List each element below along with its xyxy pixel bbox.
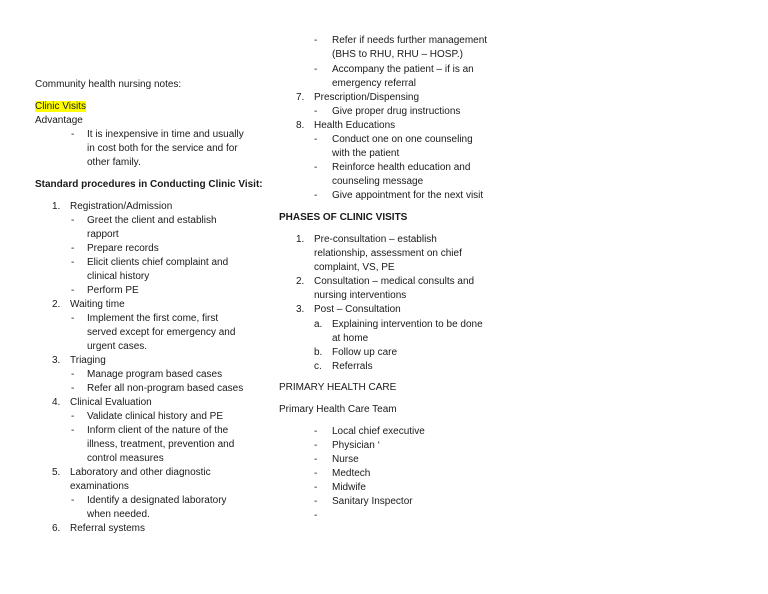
list-number: 2. — [296, 276, 305, 287]
phase-text: nursing interventions — [314, 290, 407, 301]
clinic-visits-highlight: Clinic Visits — [35, 101, 86, 112]
bullet-text: Perform PE — [87, 285, 139, 296]
advantage-line: It is inexpensive in time and usually — [87, 129, 244, 140]
phase-text: relationship, assessment on chief — [314, 248, 462, 259]
bullet-text: urgent cases. — [87, 341, 148, 352]
bullet-dash: - — [71, 383, 75, 394]
bullet-text: (BHS to RHU, RHU – HOSP.) — [332, 49, 463, 60]
bullet-dash: - — [71, 243, 75, 254]
bullet-text: with the patient — [332, 148, 400, 159]
bullet-dash: - — [71, 369, 75, 380]
bullet-dash: - — [71, 313, 75, 324]
bullet-text: Refer if needs further management — [332, 35, 488, 46]
list-number: 1. — [296, 234, 305, 245]
bullet-dash: - — [71, 285, 75, 296]
advantage-label: Advantage — [35, 115, 83, 126]
sub-text: Follow up care — [332, 347, 398, 358]
bullet-dash: - — [314, 134, 318, 145]
bullet-dash: - — [71, 257, 75, 268]
list-number: 7. — [296, 92, 305, 103]
sub-letter: a. — [314, 319, 323, 330]
list-number: 4. — [52, 397, 61, 408]
bullet-text: Validate clinical history and PE — [87, 411, 223, 422]
phase-text: Consultation – medical consults and — [314, 276, 475, 287]
team-member: Physician ‘ — [332, 440, 380, 451]
list-number: 3. — [52, 355, 61, 366]
bullet-dash: - — [71, 425, 75, 436]
bullet-text: Accompany the patient – if is an — [332, 64, 474, 75]
bullet-text: served except for emergency and — [87, 327, 236, 338]
bullet-dash: - — [71, 411, 75, 422]
bullet-text: control measures — [87, 453, 164, 464]
phase-text: complaint, VS, PE — [314, 262, 395, 273]
phases-heading: PHASES OF CLINIC VISITS — [279, 212, 408, 223]
sub-text: Explaining intervention to be done — [332, 319, 483, 330]
bullet-text: clinical history — [87, 271, 150, 282]
bullet-text: Greet the client and establish — [87, 215, 217, 226]
advantage-dash: - — [71, 129, 75, 140]
bullet-text: Refer all non-program based cases — [87, 383, 244, 394]
bullet-dash: - — [314, 510, 318, 521]
bullet-text: Inform client of the nature of the — [87, 425, 229, 436]
list-item: Referral systems — [70, 523, 146, 534]
list-item: Waiting time — [70, 299, 125, 310]
list-item: Clinical Evaluation — [70, 397, 152, 408]
sub-text: Referrals — [332, 361, 373, 372]
bullet-dash: - — [314, 162, 318, 173]
bullet-text: Manage program based cases — [87, 369, 223, 380]
list-number: 6. — [52, 523, 61, 534]
bullet-dash: - — [314, 35, 318, 46]
phc-team-heading: Primary Health Care Team — [279, 404, 397, 415]
phase-text: Pre-consultation – establish — [314, 234, 437, 245]
bullet-dash: - — [314, 64, 318, 75]
sub-letter: b. — [314, 347, 323, 358]
list-number: 1. — [52, 201, 61, 212]
notes-title: Community health nursing notes: — [35, 79, 182, 90]
bullet-text: counseling message — [332, 176, 424, 187]
team-member: Sanitary Inspector — [332, 496, 413, 507]
bullet-text: Give appointment for the next visit — [332, 190, 484, 201]
bullet-text: Give proper drug instructions — [332, 106, 461, 117]
advantage-line: in cost both for the service and for — [87, 143, 238, 154]
bullet-text: Prepare records — [87, 243, 159, 254]
team-member: Midwife — [332, 482, 366, 493]
list-number: 8. — [296, 120, 305, 131]
bullet-text: when needed. — [87, 509, 150, 520]
bullet-dash: - — [71, 495, 75, 506]
list-item: Triaging — [70, 355, 106, 366]
list-number: 3. — [296, 304, 305, 315]
bullet-text: Identify a designated laboratory — [87, 495, 227, 506]
team-member: Nurse — [332, 454, 359, 465]
phase-text: Post – Consultation — [314, 304, 401, 315]
list-item: Prescription/Dispensing — [314, 92, 420, 103]
sub-letter: c. — [314, 361, 322, 372]
bullet-text: Conduct one on one counseling — [332, 134, 473, 145]
phc-heading: PRIMARY HEALTH CARE — [279, 382, 397, 393]
bullet-dash: - — [314, 106, 318, 117]
clinic-visits-heading — [35, 101, 86, 113]
bullet-text: emergency referral — [332, 78, 416, 89]
list-item: Health Educations — [314, 120, 396, 131]
bullet-dash: - — [314, 190, 318, 201]
team-member: Local chief executive — [332, 426, 425, 437]
team-member: Medtech — [332, 468, 371, 479]
bullet-dash: - — [314, 468, 318, 479]
bullet-text: illness, treatment, prevention and — [87, 439, 235, 450]
advantage-line: other family. — [87, 157, 141, 168]
list-number: 5. — [52, 467, 61, 478]
bullet-text: Implement the first come, first — [87, 313, 219, 324]
bullet-dash: - — [314, 496, 318, 507]
bullet-dash: - — [314, 454, 318, 465]
list-item: Registration/Admission — [70, 201, 173, 212]
list-item-continued: examinations — [70, 481, 129, 492]
bullet-dash: - — [314, 426, 318, 437]
bullet-dash: - — [314, 440, 318, 451]
bullet-text: Reinforce health education and — [332, 162, 471, 173]
bullet-dash: - — [314, 482, 318, 493]
bullet-dash: - — [71, 215, 75, 226]
sub-text: at home — [332, 333, 369, 344]
bullet-text: rapport — [87, 229, 119, 240]
standard-procedures-heading: Standard procedures in Conducting Clinic Visit: — [35, 179, 263, 190]
list-item: Laboratory and other diagnostic — [70, 467, 211, 478]
bullet-text: Elicit clients chief complaint and — [87, 257, 229, 268]
list-number: 2. — [52, 299, 61, 310]
